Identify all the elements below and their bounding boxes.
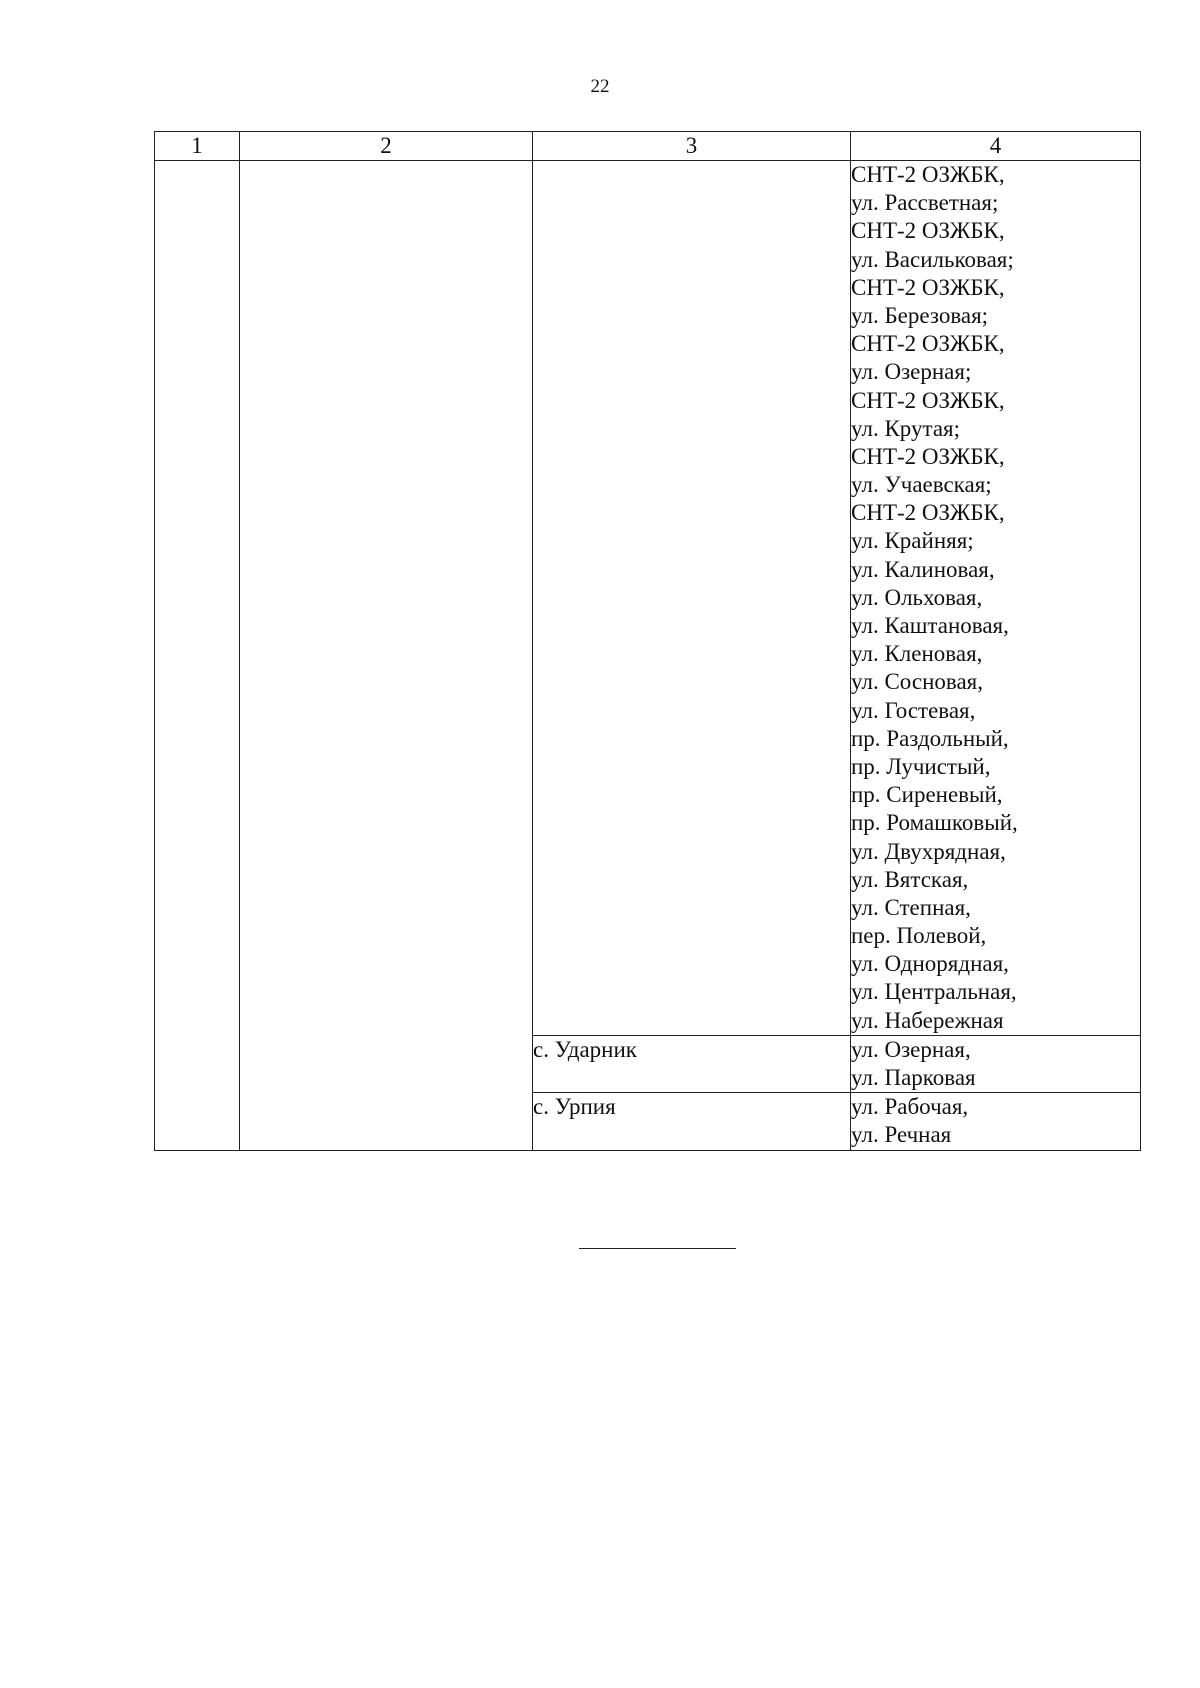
column-header-1: 1 — [155, 132, 240, 161]
column-header-3: 3 — [533, 132, 851, 161]
street-line: СНТ-2 ОЗЖБК, — [851, 162, 1005, 187]
street-line: пр. Лучистый, — [851, 753, 991, 779]
page-number: 22 — [590, 76, 610, 97]
street-line: СНТ-2 ОЗЖБК, — [851, 274, 1005, 300]
street-line: пер. Полевой, — [851, 923, 987, 949]
street-line: ул. Набережная — [851, 1007, 1004, 1033]
street-line: ул. Ольховая, — [851, 584, 983, 610]
street-line: ул. Парковая — [851, 1065, 976, 1090]
street-line: СНТ-2 ОЗЖБК, — [851, 443, 1005, 469]
street-line: ул. Учаевская; — [851, 472, 992, 498]
street-line: пр. Ромашковый, — [851, 810, 1018, 836]
table-header-row — [155, 132, 1141, 161]
settlement-cell — [533, 1035, 851, 1092]
settlements-streets-table — [154, 131, 1141, 1151]
table-row — [155, 161, 1141, 1036]
street-line: ул. Крайняя; — [851, 528, 974, 554]
street-line: ул. Степная, — [851, 894, 971, 920]
column-2-cell — [240, 161, 533, 1151]
street-line: ул. Двухрядная, — [851, 838, 1006, 864]
streets-cell — [851, 161, 1141, 1036]
column-header-2: 2 — [240, 132, 533, 161]
street-line: ул. Речная — [851, 1122, 952, 1148]
street-line: ул. Центральная, — [851, 979, 1017, 1005]
streets-cell — [851, 1035, 1141, 1092]
street-line: ул. Крутая; — [851, 415, 961, 441]
street-line: ул. Озерная, — [851, 1036, 971, 1062]
settlement-cell — [533, 161, 851, 1036]
streets-cell — [851, 1093, 1141, 1150]
street-line: ул. Однорядная, — [851, 951, 1009, 977]
street-line: ул. Рассветная; — [851, 190, 999, 216]
column-header-4: 4 — [851, 132, 1141, 161]
column-1-cell — [155, 161, 240, 1151]
street-line: СНТ-2 ОЗЖБК, — [851, 500, 1005, 526]
street-line: пр. Раздольный, — [851, 725, 1009, 751]
street-line: ул. Кленовая, — [851, 641, 983, 667]
street-line: СНТ-2 ОЗЖБК, — [851, 387, 1005, 413]
closing-rule-divider — [579, 1248, 736, 1249]
street-line: ул. Гостевая, — [851, 697, 976, 723]
settlement-name: с. Ударник — [533, 1036, 637, 1062]
settlement-cell — [533, 1093, 851, 1150]
street-line: ул. Васильковая; — [851, 246, 1014, 272]
street-line: пр. Сиреневый, — [851, 782, 1003, 808]
street-line: ул. Сосновая, — [851, 669, 983, 695]
street-line: ул. Каштановая, — [851, 613, 1009, 638]
street-line: ул. Рабочая, — [851, 1094, 969, 1120]
street-line: ул. Вятская, — [851, 866, 969, 892]
street-line: СНТ-2 ОЗЖБК, — [851, 218, 1005, 244]
street-line: ул. Березовая; — [851, 302, 989, 328]
street-line: ул. Калиновая, — [851, 556, 995, 582]
settlement-name: с. Урпия — [533, 1094, 616, 1120]
street-line: ул. Озерная; — [851, 359, 972, 385]
street-line: СНТ-2 ОЗЖБК, — [851, 331, 1005, 357]
